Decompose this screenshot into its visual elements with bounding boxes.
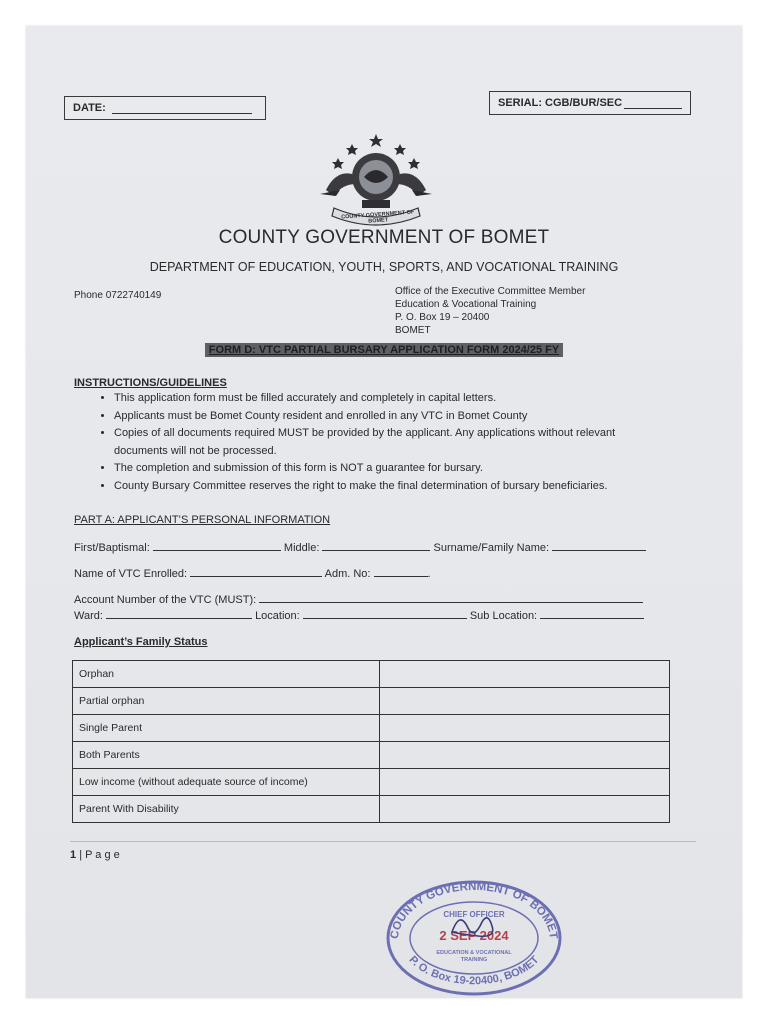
family-status-checkbox-cell[interactable] [380, 742, 670, 769]
family-status-option: Orphan [73, 661, 380, 688]
ward-field[interactable] [106, 608, 252, 619]
table-row [73, 796, 670, 823]
part-a-heading: PART A: APPLICANT’S PERSONAL INFORMATION [74, 514, 331, 526]
page-number: 1 [70, 849, 77, 861]
family-status-option: Parent With Disability [73, 796, 380, 823]
family-status-option: Both Parents [73, 742, 380, 769]
instruction-item: • The completion and submission of this form is NOT a guarantee for bursary. [114, 460, 634, 478]
adm-no-field[interactable] [374, 566, 428, 577]
date-box[interactable] [64, 96, 266, 120]
serial-blank[interactable] [624, 98, 682, 109]
serial-label: SERIAL: CGB/BUR/SEC [498, 97, 623, 109]
family-status-checkbox-cell[interactable] [380, 688, 670, 715]
serial-box[interactable] [489, 91, 691, 115]
table-row [73, 715, 670, 742]
account-fields-row [74, 592, 643, 606]
family-status-heading: Applicant’s Family Status [74, 636, 208, 648]
stamp-ring-top: COUNTY GOVERNMENT OF BOMET [388, 880, 560, 940]
family-status-checkbox-cell[interactable] [380, 661, 670, 688]
family-status-checkbox-cell[interactable] [380, 796, 670, 823]
family-status-option: Single Parent [73, 715, 380, 742]
sub-location-field[interactable] [540, 608, 644, 619]
instructions-heading: INSTRUCTIONS/GUIDELINES [74, 377, 227, 389]
table-row [73, 661, 670, 688]
date-blank[interactable] [112, 103, 252, 114]
account-number-label: Account Number of the VTC (MUST): [74, 594, 257, 606]
instruction-item: • Applicants must be Bomet County resident and enrolled in any VTC in Bomet County [114, 408, 634, 426]
table-row [73, 769, 670, 796]
family-status-option: Partial orphan [73, 688, 380, 715]
page-label: | P a g e [79, 849, 120, 861]
middle-name-field[interactable] [322, 540, 430, 551]
stamp-dept-line2: TRAINING [460, 957, 488, 963]
sub-location-label: Sub Location: [469, 610, 538, 622]
logo-ribbon-text: COUNTY GOVERNMENT OF BOMET [341, 209, 415, 225]
page-title: COUNTY GOVERNMENT OF BOMET [218, 227, 550, 248]
family-status-option: Low income (without adequate source of income) [73, 769, 380, 796]
ward-label: Ward: [74, 610, 103, 622]
office-line: BOMET [395, 325, 431, 336]
stamp-office: CHIEF OFFICER [443, 910, 505, 919]
table-row [73, 742, 670, 769]
instruction-item: • This application form must be filled accurately and completely in capital letters. [114, 390, 634, 408]
office-line: Office of the Executive Committee Member [395, 286, 586, 297]
page-footer [70, 849, 120, 861]
surname-label: Surname/Family Name: [433, 542, 550, 554]
official-stamp [382, 874, 566, 996]
vtc-name-field[interactable] [190, 566, 322, 577]
stamp-ring-bottom: P. O. Box 19-20400, BOMET [406, 953, 542, 988]
office-line: P. O. Box 19 – 20400 [395, 312, 490, 323]
form-title-wrap [26, 340, 742, 358]
first-name-field[interactable] [153, 540, 281, 551]
surname-field[interactable] [552, 540, 646, 551]
table-row [73, 688, 670, 715]
instruction-item: • County Bursary Committee reserves the right to make the final determination of bursary beneficiaries. [114, 478, 634, 496]
instruction-item: • Copies of all documents required MUST be provided by the applicant. Any applications without relevant documents will not be processed. [114, 425, 634, 460]
document-page [26, 26, 742, 998]
stamp-date: 2 SEP 2024 [439, 928, 509, 943]
vtc-fields-row: Name of VTC Enrolled: Adm. No: . [74, 568, 431, 580]
location-field[interactable] [303, 608, 467, 619]
family-status-table [72, 660, 670, 823]
date-label: DATE: [73, 102, 106, 114]
location-label: Location: [255, 610, 300, 622]
department-name: DEPARTMENT OF EDUCATION, YOUTH, SPORTS, AND VOCATIONAL TRAINING [149, 260, 619, 274]
vtc-name-label: Name of VTC Enrolled: [74, 568, 188, 580]
stamp-seal-icon [382, 874, 566, 996]
instructions-list [74, 390, 634, 495]
footer-rule [70, 841, 696, 842]
office-line: Education & Vocational Training [395, 299, 537, 310]
stamp-dept-line1: EDUCATION & VOCATIONAL [436, 950, 512, 956]
first-name-label: First/Baptismal: [74, 542, 150, 554]
adm-no-label: Adm. No: [324, 568, 371, 580]
county-logo [316, 132, 436, 227]
account-number-field[interactable] [259, 592, 643, 603]
family-status-checkbox-cell[interactable] [380, 769, 670, 796]
middle-name-label: Middle: [283, 542, 320, 554]
ward-fields-row [74, 608, 644, 622]
office-address [395, 285, 585, 337]
name-fields-row [74, 540, 646, 554]
phone-number: Phone 0722740149 [74, 290, 162, 301]
family-status-checkbox-cell[interactable] [380, 715, 670, 742]
form-title-banner: FORM D: VTC PARTIAL BURSARY APPLICATION FORM 2024/25 FY [205, 343, 563, 357]
